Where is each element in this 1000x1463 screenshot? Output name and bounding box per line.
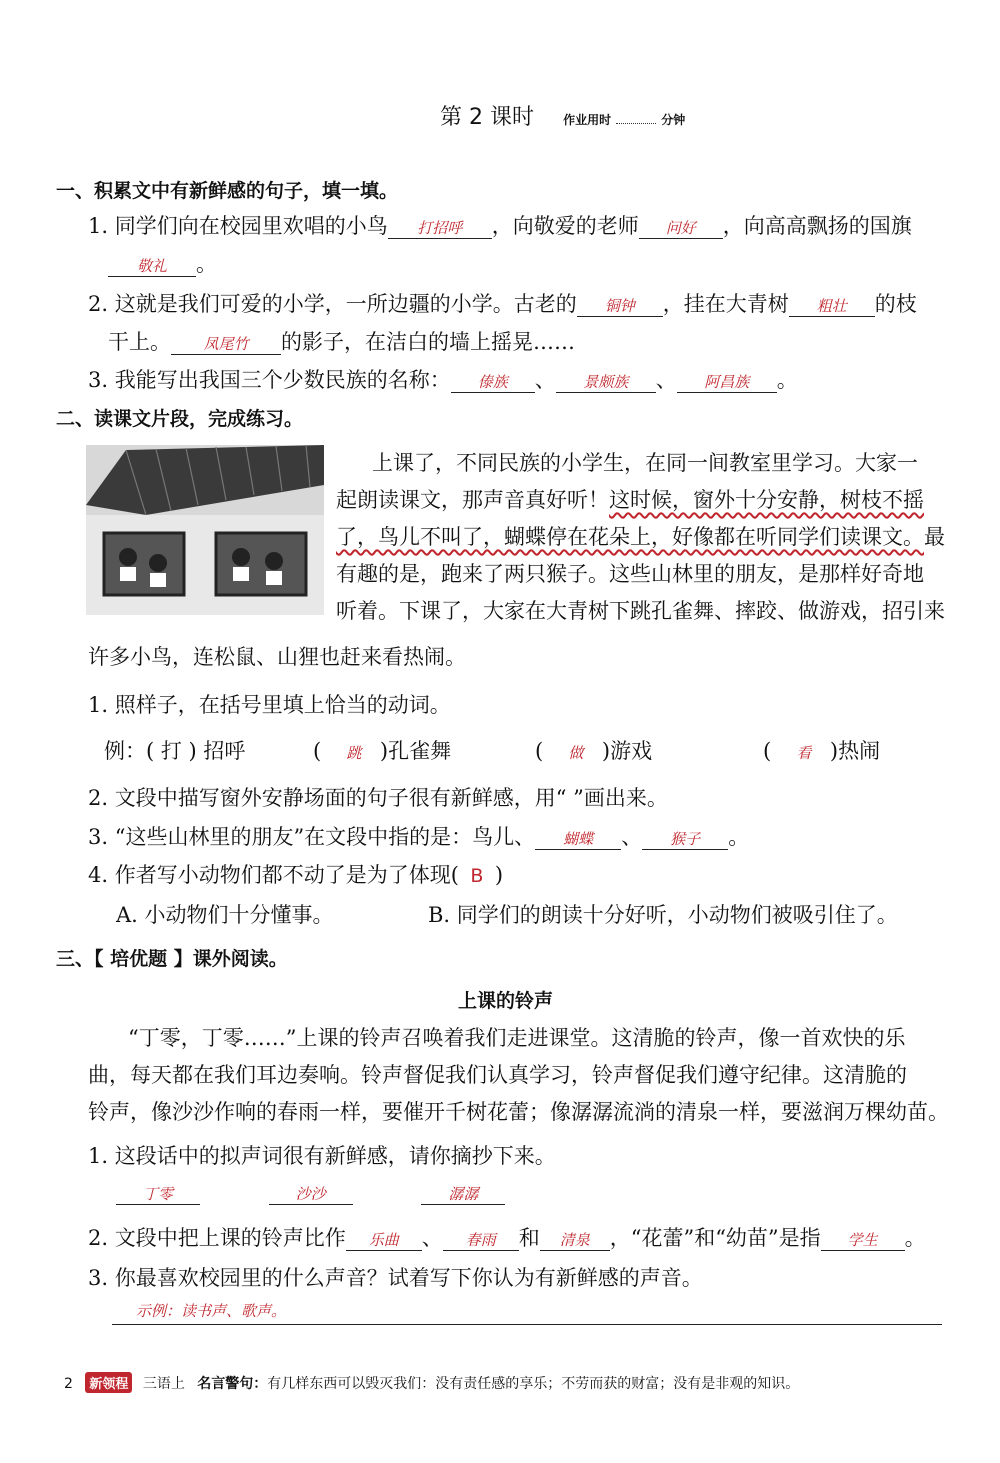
answer: 阿昌族 — [704, 373, 750, 391]
verb-item: ( 做 )游戏 — [535, 739, 653, 763]
passage-line: 许多小鸟，连松鼠、山狸也赶来看热闹。 — [88, 645, 466, 669]
answer-blank[interactable] — [451, 368, 535, 393]
answer: 傣族 — [477, 373, 508, 391]
sec1-q1-line1 — [88, 210, 912, 240]
answer: 景颇族 — [583, 373, 629, 391]
sec2-q3: 3. “这些山林里的朋友”在文段中指的是：鸟儿、 蝴蝶 、 猴子 。 — [88, 825, 750, 849]
brand-logo: 新领程 — [85, 1372, 132, 1393]
underlined-sentence: 这时候，窗外十分安静，树枝不摇 — [609, 488, 924, 512]
sec3-q2: 2. 文段中把上课的铃声比作 乐曲 、 春雨 和 清泉 ，“花蕾”和“幼苗”是指 学生 。 — [88, 1226, 926, 1250]
text: 干上。 — [108, 330, 171, 354]
answer: 潺潺 — [448, 1185, 479, 1203]
text: 。 — [776, 368, 798, 392]
answer-blank[interactable] — [639, 214, 723, 239]
answer-blank[interactable] — [171, 330, 281, 355]
grade-label: 三语上 — [142, 1376, 185, 1392]
answer: 猴子 — [670, 830, 701, 848]
answer[interactable]: 做 — [568, 744, 584, 762]
text: 最 — [924, 525, 945, 549]
text: 孔雀舞 — [388, 739, 452, 763]
answer-blank[interactable] — [540, 1226, 610, 1251]
answer-blank[interactable] — [346, 1226, 422, 1251]
answer: 敬礼 — [136, 257, 167, 275]
passage-line: 铃声，像沙沙作响的春雨一样，要催开千树花蕾；像潺潺流淌的清泉一样，要滋润万棵幼苗。 — [88, 1100, 949, 1124]
sec1-q2-line2 — [108, 326, 575, 356]
sec1-q3 — [88, 364, 798, 394]
answer-blank[interactable] — [421, 1180, 505, 1205]
answer: 铜钟 — [604, 297, 635, 315]
text: 和 — [518, 1226, 540, 1250]
passage-line: “丁零，丁零……”上课的铃声召唤着我们走进课堂。这清脆的铃声，像一首欢快的乐 — [128, 1026, 906, 1050]
answer-blank[interactable] — [556, 368, 656, 393]
text: 3. 我能写出我国三个少数民族的名称： — [88, 368, 451, 392]
sec3-q1: 1. 这段话中的拟声词很有新鲜感，请你摘抄下来。 — [88, 1144, 556, 1168]
sec1-q2-line1 — [88, 288, 917, 318]
sec2-q4 — [88, 859, 503, 889]
passage-line: 听着。下课了，大家在大青树下跳孔雀舞、摔跤、做游戏，招引来 — [336, 599, 945, 623]
text: 。 — [196, 252, 217, 276]
section3-heading: 三、【 培优题 】课外阅读。 — [56, 948, 288, 970]
answer: 丁零 — [142, 1185, 173, 1203]
quote-label: 名言警句： — [197, 1376, 268, 1392]
option-a[interactable]: A. 小动物们十分懂事。 — [116, 903, 334, 927]
passage-title: 上课的铃声 — [458, 990, 554, 1012]
sec3-q1-answers — [116, 1180, 505, 1205]
answer: 打招呼 — [417, 219, 463, 237]
answer-blank[interactable] — [677, 368, 777, 393]
sec1-q1-line2 — [108, 248, 217, 278]
text: 起朗读课文，那声音真好听！ — [336, 488, 609, 512]
answer-blank[interactable] — [108, 252, 196, 277]
lesson-header — [440, 100, 685, 131]
verb-item: ( 看 )热闹 — [763, 739, 881, 763]
text: ) — [494, 863, 504, 887]
page-number: 2 — [64, 1376, 73, 1392]
passage-line — [336, 519, 945, 556]
text: 、 — [655, 368, 677, 392]
answer[interactable]: 跳 — [346, 744, 362, 762]
classroom-illustration — [86, 445, 324, 615]
passage-line — [336, 482, 924, 519]
text: 3. “这些山林里的朋友”在文段中指的是：鸟儿、 — [88, 825, 536, 849]
text: 、 — [534, 368, 556, 392]
time-unit: 分钟 — [661, 113, 686, 127]
answer: 春雨 — [465, 1231, 496, 1249]
text: 的枝 — [874, 292, 917, 316]
text: 热闹 — [838, 739, 881, 763]
text: ，向敬爱的老师 — [491, 214, 639, 238]
answer[interactable]: B — [470, 865, 484, 887]
passage-line: 上课了，不同民族的小学生，在同一间教室里学习。大家一 — [372, 451, 918, 475]
answer: 学生 — [847, 1231, 878, 1249]
text: ，向高高飘扬的国旗 — [722, 214, 912, 238]
answer-blank[interactable] — [789, 292, 875, 317]
section2-heading: 二、读课文片段，完成练习。 — [56, 408, 304, 430]
passage-line: 有趣的是，跑来了两只猴子。这些山林里的朋友，是那样好奇地 — [336, 562, 924, 586]
text: 4. 作者写小动物们都不动了是为了体现( — [88, 863, 459, 887]
sec3-q3: 3. 你最喜欢校园里的什么声音？试着写下你认为有新鲜感的声音。 — [88, 1266, 703, 1290]
text: 游戏 — [610, 739, 653, 763]
time-label: 作业用时 — [563, 113, 612, 127]
answer: 粗壮 — [816, 297, 847, 315]
answer: 问好 — [665, 219, 696, 237]
verb-item: ( 跳 )孔雀舞 — [313, 739, 452, 763]
answer-blank[interactable] — [116, 1180, 200, 1205]
section1-heading: 一、积累文中有新鲜感的句子，填一填。 — [56, 180, 399, 202]
answer: 蝴蝶 — [563, 830, 594, 848]
text: 1. 同学们向在校园里欢唱的小鸟 — [88, 214, 388, 238]
answer-blank[interactable] — [443, 1226, 519, 1251]
answer-blank[interactable] — [821, 1226, 905, 1251]
text: 的影子，在洁白的墙上摇晃…… — [281, 330, 575, 354]
answer-blank[interactable] — [388, 214, 492, 239]
time-blank[interactable] — [616, 123, 656, 124]
answer: 乐曲 — [368, 1231, 399, 1249]
sec2-q1: 1. 照样子，在括号里填上恰当的动词。 — [88, 693, 451, 717]
text: ，“花蕾”和“幼苗”是指 — [609, 1226, 821, 1250]
answer: 清泉 — [559, 1231, 590, 1249]
quote-text: 有几样东西可以毁灭我们：没有责任感的享乐；不劳而获的财富；没有是非观的知识。 — [267, 1376, 800, 1392]
answer[interactable]: 看 — [796, 744, 812, 762]
answer-blank[interactable] — [535, 825, 621, 850]
answer: 示例：读书声、歌声。 — [136, 1302, 287, 1320]
passage-line: 曲，每天都在我们耳边奏响。铃声督促我们认真学习，铃声督促我们遵守纪律。这清脆的 — [88, 1063, 907, 1087]
text: ，挂在大青树 — [662, 292, 789, 316]
underlined-sentence: 了，鸟儿不叫了，蝴蝶停在花朵上，好像都在听同学们读课文。 — [336, 525, 924, 549]
text: 2. 文段中把上课的铃声比作 — [88, 1226, 346, 1250]
example-item: 例：( 打 ) 招呼 — [104, 739, 246, 763]
text: 2. 这就是我们可爱的小学，一所边疆的小学。古老的 — [88, 292, 577, 316]
answer-blank[interactable] — [577, 292, 663, 317]
option-b[interactable]: B. 同学们的朗读十分好听，小动物们被吸引住了。 — [428, 903, 898, 927]
answer-blank[interactable] — [269, 1180, 353, 1205]
sec3-q3-answer-line[interactable] — [112, 1300, 942, 1325]
lesson-title: 第 2 课时 — [440, 105, 534, 130]
answer: 凤尾竹 — [203, 335, 249, 353]
answer: 沙沙 — [295, 1185, 326, 1203]
answer-blank[interactable] — [642, 825, 728, 850]
sec2-q2: 2. 文段中描写窗外安静场面的句子很有新鲜感，用“ ”画出来。 — [88, 786, 668, 810]
page-footer — [64, 1372, 799, 1393]
